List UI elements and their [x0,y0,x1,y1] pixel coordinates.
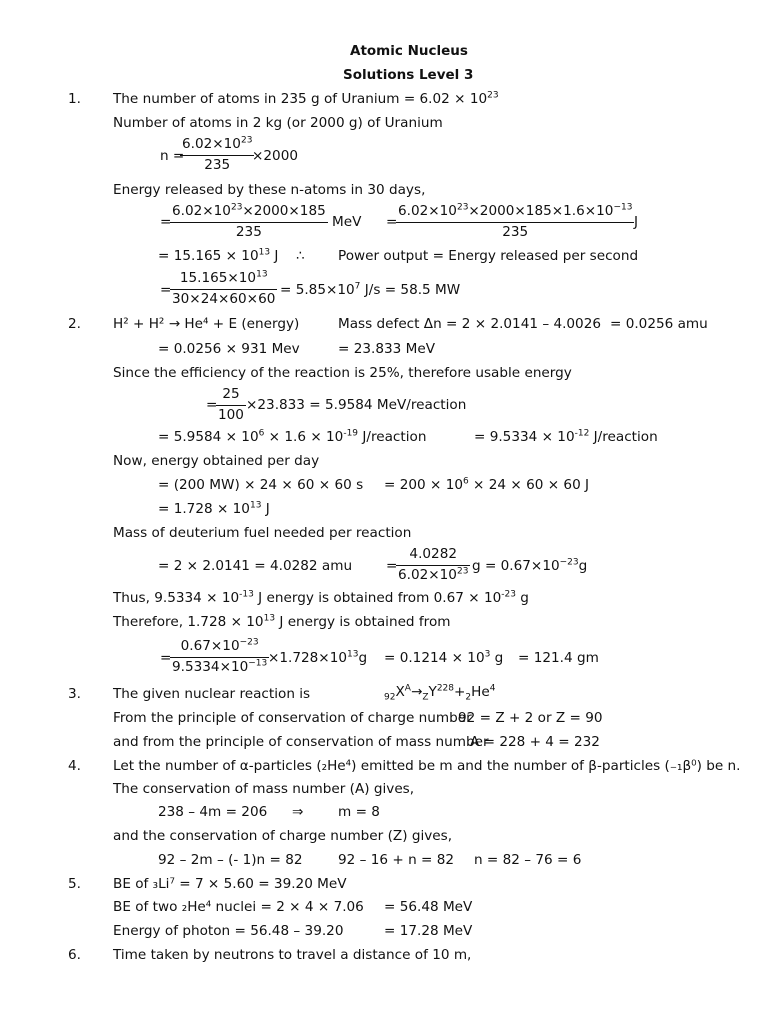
q1-n-prefix: n = [160,148,185,164]
q2-fraction-mass: $\frac{4.0282}{6.02\times 10^{23}}$ [398,546,469,583]
q5-line2-result: = 56.48 MeV [384,899,473,915]
q1-line2: Number of atoms in 2 kg (or 2000 g) of Uranium [113,115,443,131]
q2-day-c: = $1.728 \times 10^{13}$ J [158,500,270,517]
q5-number: 5. [68,876,81,892]
q3-line2: From the principle of conservation of charge number [113,710,472,726]
q6-number: 6. [68,947,81,963]
q2-therefore: Therefore, $1.728 \times 10^{13}$ J energy is obtained from [113,613,451,630]
q1-fraction-4: $\frac{15.165\times 10^{13}}{30\times 24\times 60\times 60}$ [172,269,276,307]
q2-reaction: H² + H² → He⁴ + E (energy) [113,316,300,332]
q3-reaction-equation: $_{92}X^A\to_ZY^{228}+_2He^4$ [384,683,496,703]
q1-eq3: = [160,282,172,298]
q3-line3-eq: A = 228 + 4 = 232 [470,734,600,750]
q4-eq2-c: n = 82 – 76 = 6 [474,852,582,868]
q2-fraction-efficiency: $\frac{25}{100}$ [218,386,244,423]
q1-line3: Energy released by these n-atoms in 30 days, [113,182,426,198]
q3-number: 3. [68,686,81,702]
page-title: Atomic Nucleus [350,43,468,59]
q4-line2: The conservation of mass number (A) gives, [113,781,415,797]
q2-thus: Thus, $9.5334 \times 10^{-13}$ J energy is obtained from $0.67 \times 10^{-23}$ g [113,589,529,606]
q3-text: The given nuclear reaction is [113,686,311,702]
q1-fraction-1-multiplier: ×2000 [252,148,298,164]
q1-fraction-3-unit: J [634,214,639,230]
q2-joule-line: = $5.9584 \times 10^6 \times 1.6 \times 10^{-19}$ J/reaction [158,428,427,445]
q1-power-text: Power output = Energy released per second [338,248,639,264]
q4-line3: and the conservation of charge number (Z) gives, [113,828,453,844]
q1-eq1: = [160,214,172,230]
q5-line1: BE of ₃Li⁷ = 7 × 5.60 = 39.20 MeV [113,876,347,892]
q5-line3-result: = 17.28 MeV [384,923,473,939]
q4-eq1-result: m = 8 [338,804,380,820]
q2-mass-defect-result: = 0.0256 amu [610,316,708,332]
q2-amu-line: = 2 × 2.0141 = 4.0282 amu [158,558,353,574]
q1-fraction-1: $\frac{6.02\times 10^{23}}{235}$ [182,135,253,173]
q2-deuterium: Mass of deuterium fuel needed per reaction [113,525,412,541]
q4-number: 4. [68,758,81,774]
q6-line1: Time taken by neutrons to travel a distance of 10 m, [113,947,472,963]
q1-fraction-3: $\frac{6.02\times 10^{23}\times 2000\times 185\times 1.6\times 10^{-13}}{235}$ [398,202,633,240]
q2-eq-usable: = [206,397,218,413]
q1-line1: The number of atoms in 235 g of Uranium = $6.02 \times 10^{23}$ [113,90,499,107]
q1-result: = $5.85\times 10^7$ J/s = 58.5 MW [280,281,461,298]
implies-symbol: ⇒ [292,804,304,820]
q3-line2-eq: 92 = Z + 2 or Z = 90 [458,710,603,726]
q4-line1: Let the number of α-particles (₂He⁴) emitted be m and the number of β-particles (₋₁β⁰) be n. [113,758,741,774]
q2-joule-result: = $9.5334 \times 10^{-12}$ J/reaction [474,428,658,445]
q2-fraction-final: $\frac{0.67\times 10^{-23}}{9.5334\times 10^{-13}}$ [172,637,268,675]
q2-mass-defect: Mass defect Δn = 2 × 2.0141 – 4.0026 [338,316,602,332]
q1-fraction-2-unit: MeV [332,214,362,230]
q1-eq2: = [386,214,398,230]
q2-day-b: = $200 \times 10^6 \times 24 \times 60 \times 60$ J [384,476,590,493]
q5-line2: BE of two ₂He⁴ nuclei = 2 × 4 × 7.06 [113,899,364,915]
q4-eq1: 238 – 4m = 206 [158,804,268,820]
q2-final-value: = $0.1214 \times 10^3$ g [384,649,504,666]
q4-eq2-a: 92 – 2m – (- 1)n = 82 [158,852,303,868]
q1-line4: = $15.165 \times 10^{13}$ J [158,247,279,264]
q4-eq2-b: 92 – 16 + n = 82 [338,852,455,868]
q5-line3: Energy of photon = 56.48 – 39.20 [113,923,344,939]
q2-mev-result: = 23.833 MeV [338,341,435,357]
q2-number: 2. [68,316,81,332]
q1-fraction-2: $\frac{6.02\times 10^{23}\times 2000\times 185}{235}$ [172,202,326,240]
q1-number: 1. [68,91,81,107]
q2-day-a: = (200 MW) × 24 × 60 × 60 s [158,477,364,493]
q2-usable-energy: ×23.833 = 5.9584 MeV/reaction [246,397,467,413]
q2-final-result: = 121.4 gm [518,650,599,666]
q2-efficiency: Since the efficiency of the reaction is 25%, therefore usable energy [113,365,572,381]
therefore-symbol: ∴ [296,248,305,264]
page-subtitle: Solutions Level 3 [343,67,474,83]
q2-mev-line: = 0.0256 × 931 Mev [158,341,300,357]
q3-line3: and from the principle of conservation of mass number [113,734,489,750]
q2-final-multiplier: $\times 1.728\times 10^{13}g$ [268,649,368,666]
q2-eq-g: = [386,558,398,574]
q2-mass-result: $g = 0.67\times 10^{-23}g$ [472,557,588,574]
q2-eq-final: = [160,650,172,666]
q2-per-day: Now, energy obtained per day [113,453,320,469]
